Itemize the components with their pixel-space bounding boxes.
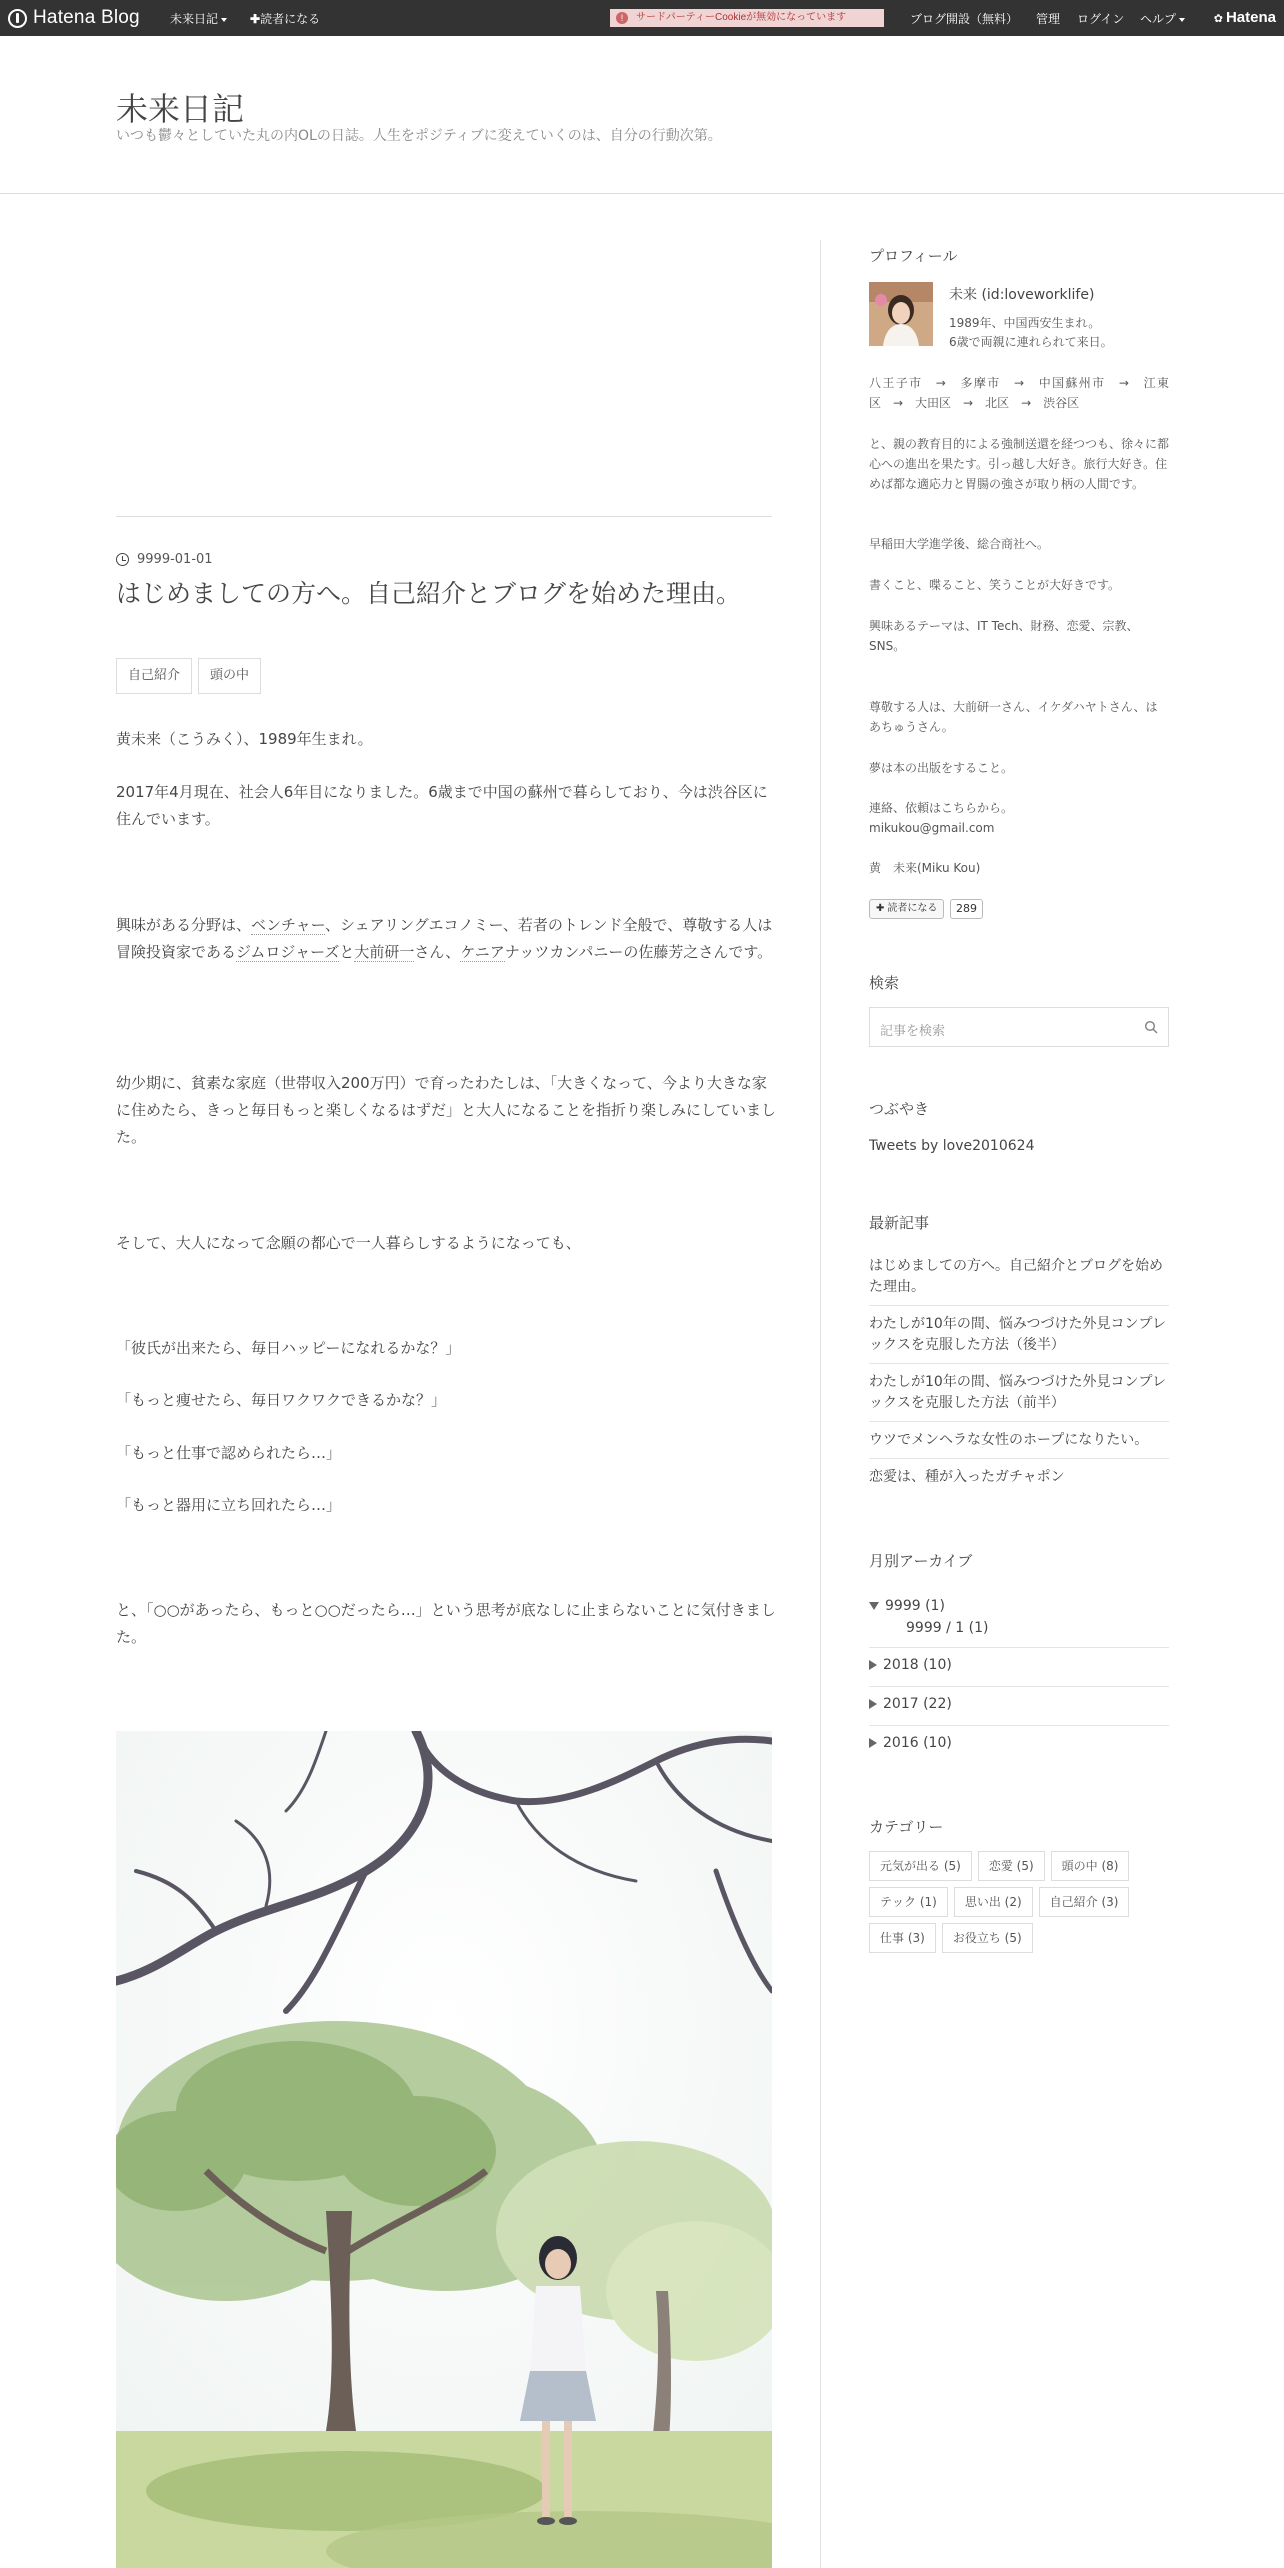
category-tag[interactable]: 恋愛 (5) <box>978 1851 1045 1881</box>
archive-year-9999[interactable] <box>869 1598 1169 1614</box>
recent-entry-link[interactable]: わたしが10年の間、悩みつづけた外見コンプレックスを克服した方法（前半） <box>869 1372 1169 1422</box>
subscribe-link[interactable] <box>250 10 320 27</box>
archive-label: 9999 (1) <box>885 1598 945 1614</box>
recent-entry-link[interactable]: はじめましての方へ。自己紹介とブログを始めた理由。 <box>869 1256 1169 1306</box>
text-span: さん、 <box>414 943 461 961</box>
hatena-bird-icon: ✿ <box>1213 13 1226 25</box>
entry-title[interactable]: はじめましての方へ。自己紹介とブログを始めた理由。 <box>116 579 742 608</box>
profile-route-line: 区 → 大田区 → 北区 → 渋谷区 <box>869 396 1080 410</box>
profile-line: 1989年、中国西安生まれ。 <box>949 316 1101 330</box>
info-icon: ! <box>616 12 628 24</box>
recent-entries-list <box>869 1256 1169 1503</box>
category-tag[interactable]: テック (1) <box>869 1887 948 1917</box>
hatena-link[interactable] <box>1214 9 1276 26</box>
keyword-link[interactable]: ジムロジャーズ <box>236 943 340 961</box>
entry-paragraph: 黄未来（こうみく）、1989年生まれ。 <box>116 730 373 748</box>
archive-heading: 月別アーカイブ <box>869 1552 973 1570</box>
profile-line: 6歳で両親に連れられて来日。 <box>949 335 1113 349</box>
avatar[interactable] <box>869 282 933 346</box>
hatena-logo-icon <box>8 9 27 28</box>
recent-heading: 最新記事 <box>869 1214 930 1232</box>
keyword-link[interactable]: 大前研一 <box>354 943 415 961</box>
archive-year-2018[interactable] <box>869 1657 1169 1673</box>
category-tag[interactable]: 思い出 (2) <box>954 1887 1033 1917</box>
profile-bio: 興味あるテーマは、IT Tech、財務、恋愛、宗教、SNS。 <box>869 619 1139 653</box>
search-placeholder: 記事を検索 <box>880 1024 946 1039</box>
archive-divider <box>869 1686 1169 1687</box>
global-header <box>0 0 1284 36</box>
search-heading: 検索 <box>869 974 900 992</box>
category-tag[interactable]: 頭の中 (8) <box>1051 1851 1130 1881</box>
profile-bio: と、親の教育目的による強制送還を経つつも、徐々に都心への進出を果たす。引っ越し大好き。旅行大好き。住めば都な適応力と胃腸の強さが取り柄の人間です。 <box>869 437 1170 491</box>
help-label: ヘルプ <box>1140 12 1177 26</box>
entry-category-tag[interactable]: 頭の中 <box>198 658 261 694</box>
search-icon[interactable] <box>1144 1020 1158 1034</box>
profile-email[interactable]: mikukou@gmail.com <box>869 821 995 835</box>
logo-text: Hatena Blog <box>33 7 140 28</box>
profile-name[interactable]: 未来 (id:loveworklife) <box>949 287 1095 303</box>
entry-paragraph: と、「○○があったら、もっと○○だったら…」という思考が底なしに止まらないことに気付きました。 <box>116 1601 776 1646</box>
photo-illustration <box>116 1731 772 2568</box>
profile-bio: 早稲田大学進学後、総合商社へ。 <box>869 537 1050 551</box>
profile-heading: プロフィール <box>869 247 958 265</box>
entry-paragraph: 幼少期に、貧素な家庭（世帯収入200万円）で育ったわたしは、「大きくなって、今より大きな家に住めたら、きっと毎日もっと楽しくなるはずだ」と大人になることを指折り楽しみにしていました。 <box>116 1074 777 1146</box>
category-tag[interactable]: 自己紹介 (3) <box>1039 1887 1130 1917</box>
cookie-notice[interactable] <box>610 9 884 27</box>
archive-divider <box>869 1647 1169 1648</box>
category-tag[interactable]: 仕事 (3) <box>869 1923 936 1953</box>
subscribe-label: 読者になる <box>260 12 321 26</box>
triangle-right-icon <box>869 1660 877 1670</box>
archive-year-2016[interactable] <box>869 1735 1169 1751</box>
archive-month-link[interactable]: 9999 / 1 (1) <box>906 1620 989 1636</box>
categories-heading: カテゴリー <box>869 1818 944 1836</box>
chevron-down-icon <box>221 18 227 22</box>
hatena-label: Hatena <box>1225 9 1276 26</box>
profile-bio: 尊敬する人は、大前研一さん、イケダハヤトさん、はあちゅうさん。 <box>869 700 1158 734</box>
entry-paragraph: 2017年4月現在、社会人6年目になりました。6歳まで中国の蘇州で暮らしており、今は渋谷区に住んでいます。 <box>116 783 768 828</box>
entry-paragraph <box>116 912 776 966</box>
entry-paragraph: 「もっと痩せたら、毎日ワクワクできるかな？」 <box>116 1391 447 1409</box>
recent-entry-link[interactable]: わたしが10年の間、悩みつづけた外見コンプレックスを克服した方法（後半） <box>869 1314 1169 1364</box>
subscriber-count[interactable]: 289 <box>950 899 983 919</box>
triangle-right-icon <box>869 1699 877 1709</box>
triangle-down-icon <box>869 1602 879 1610</box>
text-span: ナッツカンパニーの佐藤芳之さんです。 <box>504 943 773 961</box>
start-blog-link[interactable]: ブログ開設（無料） <box>910 12 1019 26</box>
plus-icon: ✚ <box>250 12 261 26</box>
entry-paragraph: 「もっと器用に立ち回れたら…」 <box>116 1496 342 1514</box>
keyword-link[interactable]: ベンチャー <box>251 916 325 934</box>
blog-menu-dropdown[interactable] <box>170 10 227 27</box>
avatar-image <box>869 282 933 346</box>
tweets-heading: つぶやき <box>869 1100 930 1118</box>
profile-route-line: 八王子市 → 多摩市 → 中国蘇州市 → 江東 <box>869 376 1169 390</box>
profile-bio: 連絡、依頼はこちらから。 <box>869 801 1014 815</box>
login-link[interactable]: ログイン <box>1077 12 1125 26</box>
category-tag[interactable]: お役立ち (5) <box>942 1923 1033 1953</box>
plus-icon: ✚ <box>876 903 885 914</box>
archive-divider <box>869 1725 1169 1726</box>
chevron-down-icon <box>1179 18 1185 22</box>
help-dropdown[interactable] <box>1140 10 1185 27</box>
entry-paragraph: そして、大人になって念願の都心で一人暮らしするようになっても、 <box>116 1234 581 1252</box>
profile-bio: 夢は本の出版をすること。 <box>869 761 1014 775</box>
text-span: 、シェアリングエコノミー、若者のトレンド全般で、尊敬する人は冒険投資家である <box>116 916 773 961</box>
text-span: 興味がある分野は、 <box>116 916 252 934</box>
entry-paragraph: 「彼氏が出来たら、毎日ハッピーになれるかな？」 <box>116 1339 461 1357</box>
blog-title[interactable]: 未来日記 <box>116 90 245 128</box>
ad-divider <box>116 516 772 517</box>
entry-category-tag[interactable]: 自己紹介 <box>116 658 192 694</box>
entry-categories <box>116 658 261 694</box>
category-tag[interactable]: 元気が出る (5) <box>869 1851 972 1881</box>
archive-year-2017[interactable] <box>869 1696 1169 1712</box>
column-divider <box>820 240 821 2568</box>
hatena-blog-logo[interactable] <box>8 6 140 30</box>
profile-bio: 書くこと、喋ること、笑うことが大好きです。 <box>869 578 1121 592</box>
triangle-right-icon <box>869 1738 877 1748</box>
entry-paragraph: 「もっと仕事で認められたら…」 <box>116 1444 342 1462</box>
keyword-link[interactable]: ケニア <box>460 943 505 961</box>
recent-entry-link[interactable]: 恋愛は、種が入ったガチャポン <box>869 1469 1065 1485</box>
text-span: と <box>339 943 355 961</box>
admin-link[interactable]: 管理 <box>1036 12 1061 26</box>
blog-description: いつも鬱々としていた丸の内OLの日誌。人生をポジティブに変えていくのは、自分の行動次第。 <box>116 128 722 144</box>
recent-entry-link[interactable]: ウツでメンヘラな女性のホープになりたい。 <box>869 1430 1169 1459</box>
category-list <box>869 1851 1169 1953</box>
entry-date[interactable] <box>116 552 213 567</box>
cookie-notice-text: サードパーティーCookieが無効になっています <box>636 12 847 23</box>
archive-label: 2018 (10) <box>883 1657 952 1673</box>
subscribe-button-label: 読者になる <box>887 903 938 914</box>
search-input[interactable] <box>869 1007 1169 1047</box>
entry-photo[interactable] <box>116 1731 772 2568</box>
archive-label: 2017 (22) <box>883 1696 952 1712</box>
archive-label: 2016 (10) <box>883 1735 952 1751</box>
clock-icon <box>116 553 129 566</box>
profile-bio: 黄 未来(Miku Kou) <box>869 861 981 875</box>
tweets-link[interactable]: Tweets by love2010624 <box>869 1138 1035 1154</box>
entry-date-text: 9999-01-01 <box>137 552 213 567</box>
blog-menu-label: 未来日記 <box>170 12 219 26</box>
subscribe-button[interactable] <box>869 899 944 919</box>
blog-header <box>0 36 1284 194</box>
